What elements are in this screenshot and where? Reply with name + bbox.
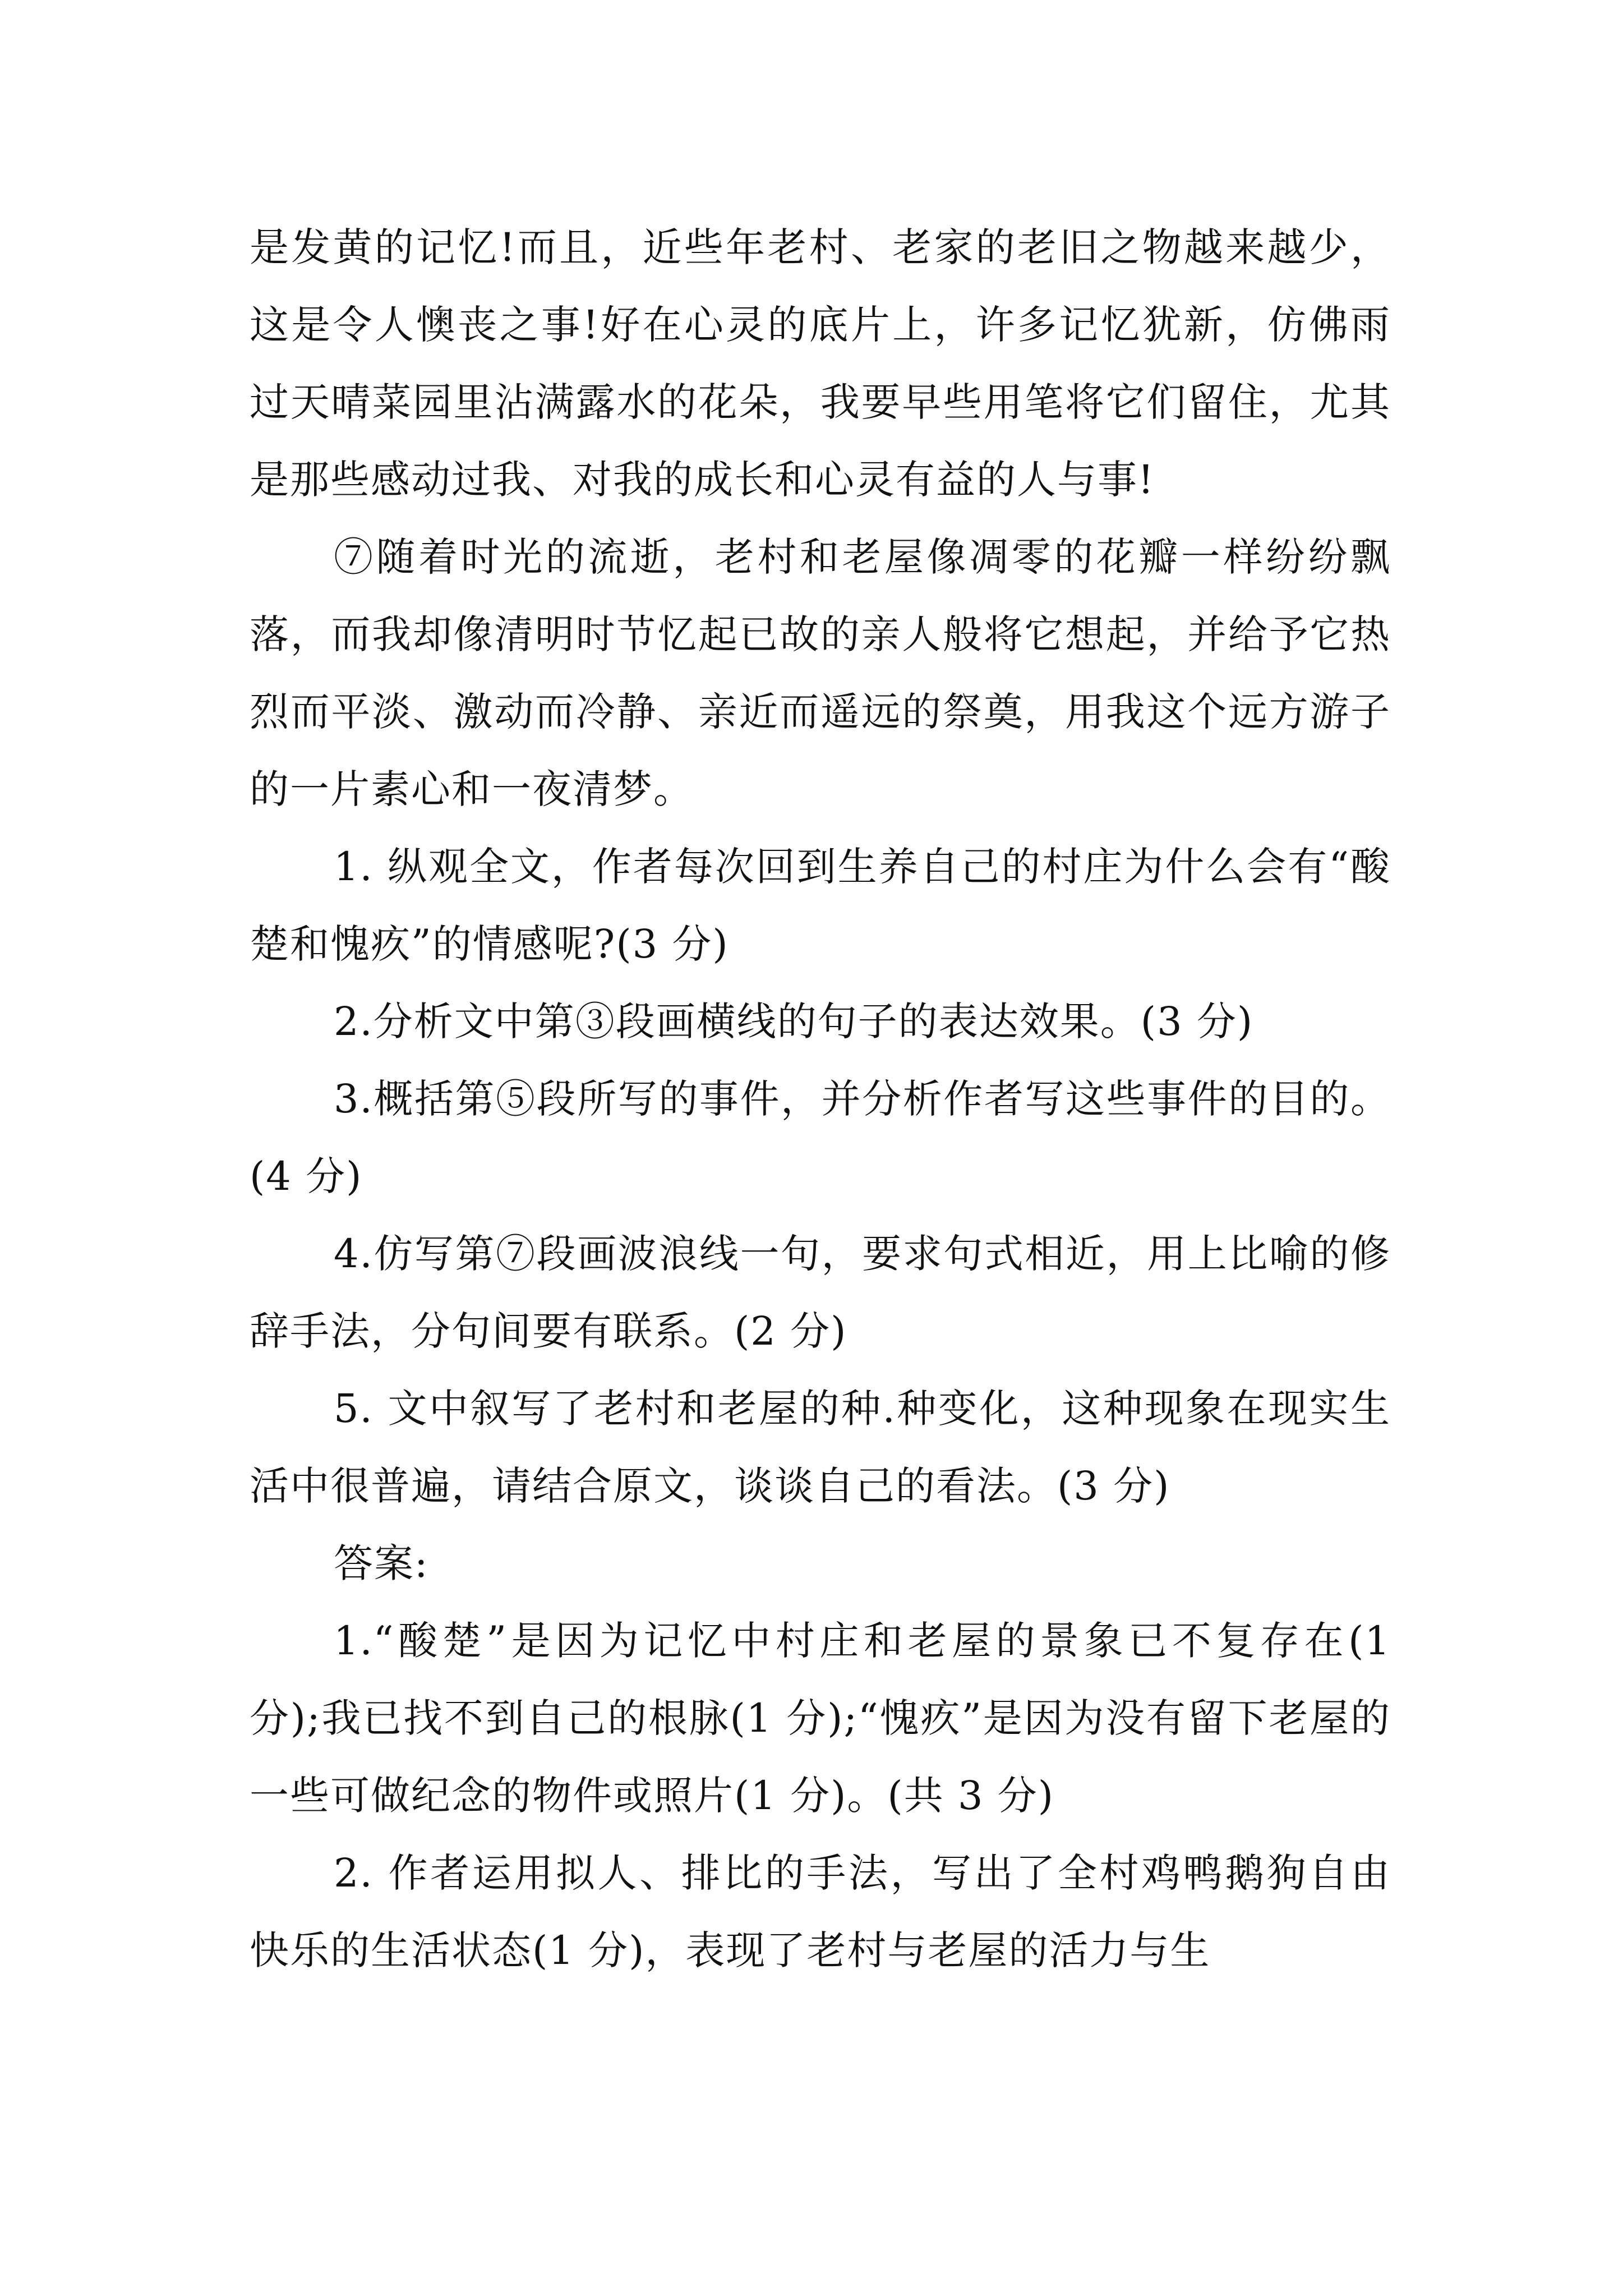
answer-1: 1.“酸楚”是因为记忆中村庄和老屋的景象已不复存在(1 分);我已找不到自己的根脉(1 分);“愧疚”是因为没有留下老屋的一些可做纪念的物件或照片(1 分)。(共 3 分)	[250, 1618, 1391, 1819]
answer-heading: 答案:	[334, 1540, 429, 1586]
question-3: 3.概括第⑤段所写的事件，并分析作者写这些事件的目的。(4 分)	[250, 1076, 1391, 1199]
question-2: 2.分析文中第③段画横线的句子的表达效果。(3 分)	[334, 999, 1254, 1045]
paragraph-7: ⑦随着时光的流逝，老村和老屋像凋零的花瓣一样纷纷飘落，而我却像清明时节忆起已故的亲人般将它想起，并给予它热烈而平淡、激动而冷静、亲近而遥远的祭奠，用我这个远方游子的一片素心和一夜清梦。	[250, 534, 1391, 812]
question-1: 1. 纵观全文，作者每次回到生养自己的村庄为什么会有“酸楚和愧疚”的情感呢?(3 分)	[250, 844, 1391, 967]
paragraph-continuation: 是发黄的记忆!而且，近些年老村、老家的老旧之物越来越少，这是令人懊丧之事!好在心灵的底片上，许多记忆犹新，仿佛雨过天晴菜园里沾满露水的花朵，我要早些用笔将它们留住，尤其是那些感动过我、对我的成长和心灵有益的人与事!	[250, 224, 1391, 503]
document-page	[250, 209, 1391, 1989]
answer-2: 2. 作者运用拟人、排比的手法，写出了全村鸡鸭鹅狗自由快乐的生活状态(1 分)，表现了老村与老屋的活力与生	[250, 1850, 1391, 1973]
question-4: 4.仿写第⑦段画波浪线一句，要求句式相近，用上比喻的修辞手法，分句间要有联系。(2 分)	[250, 1231, 1391, 1354]
question-5: 5. 文中叙写了老村和老屋的种.种变化，这种现象在现实生活中很普遍，请结合原文，谈谈自己的看法。(3 分)	[250, 1386, 1391, 1509]
